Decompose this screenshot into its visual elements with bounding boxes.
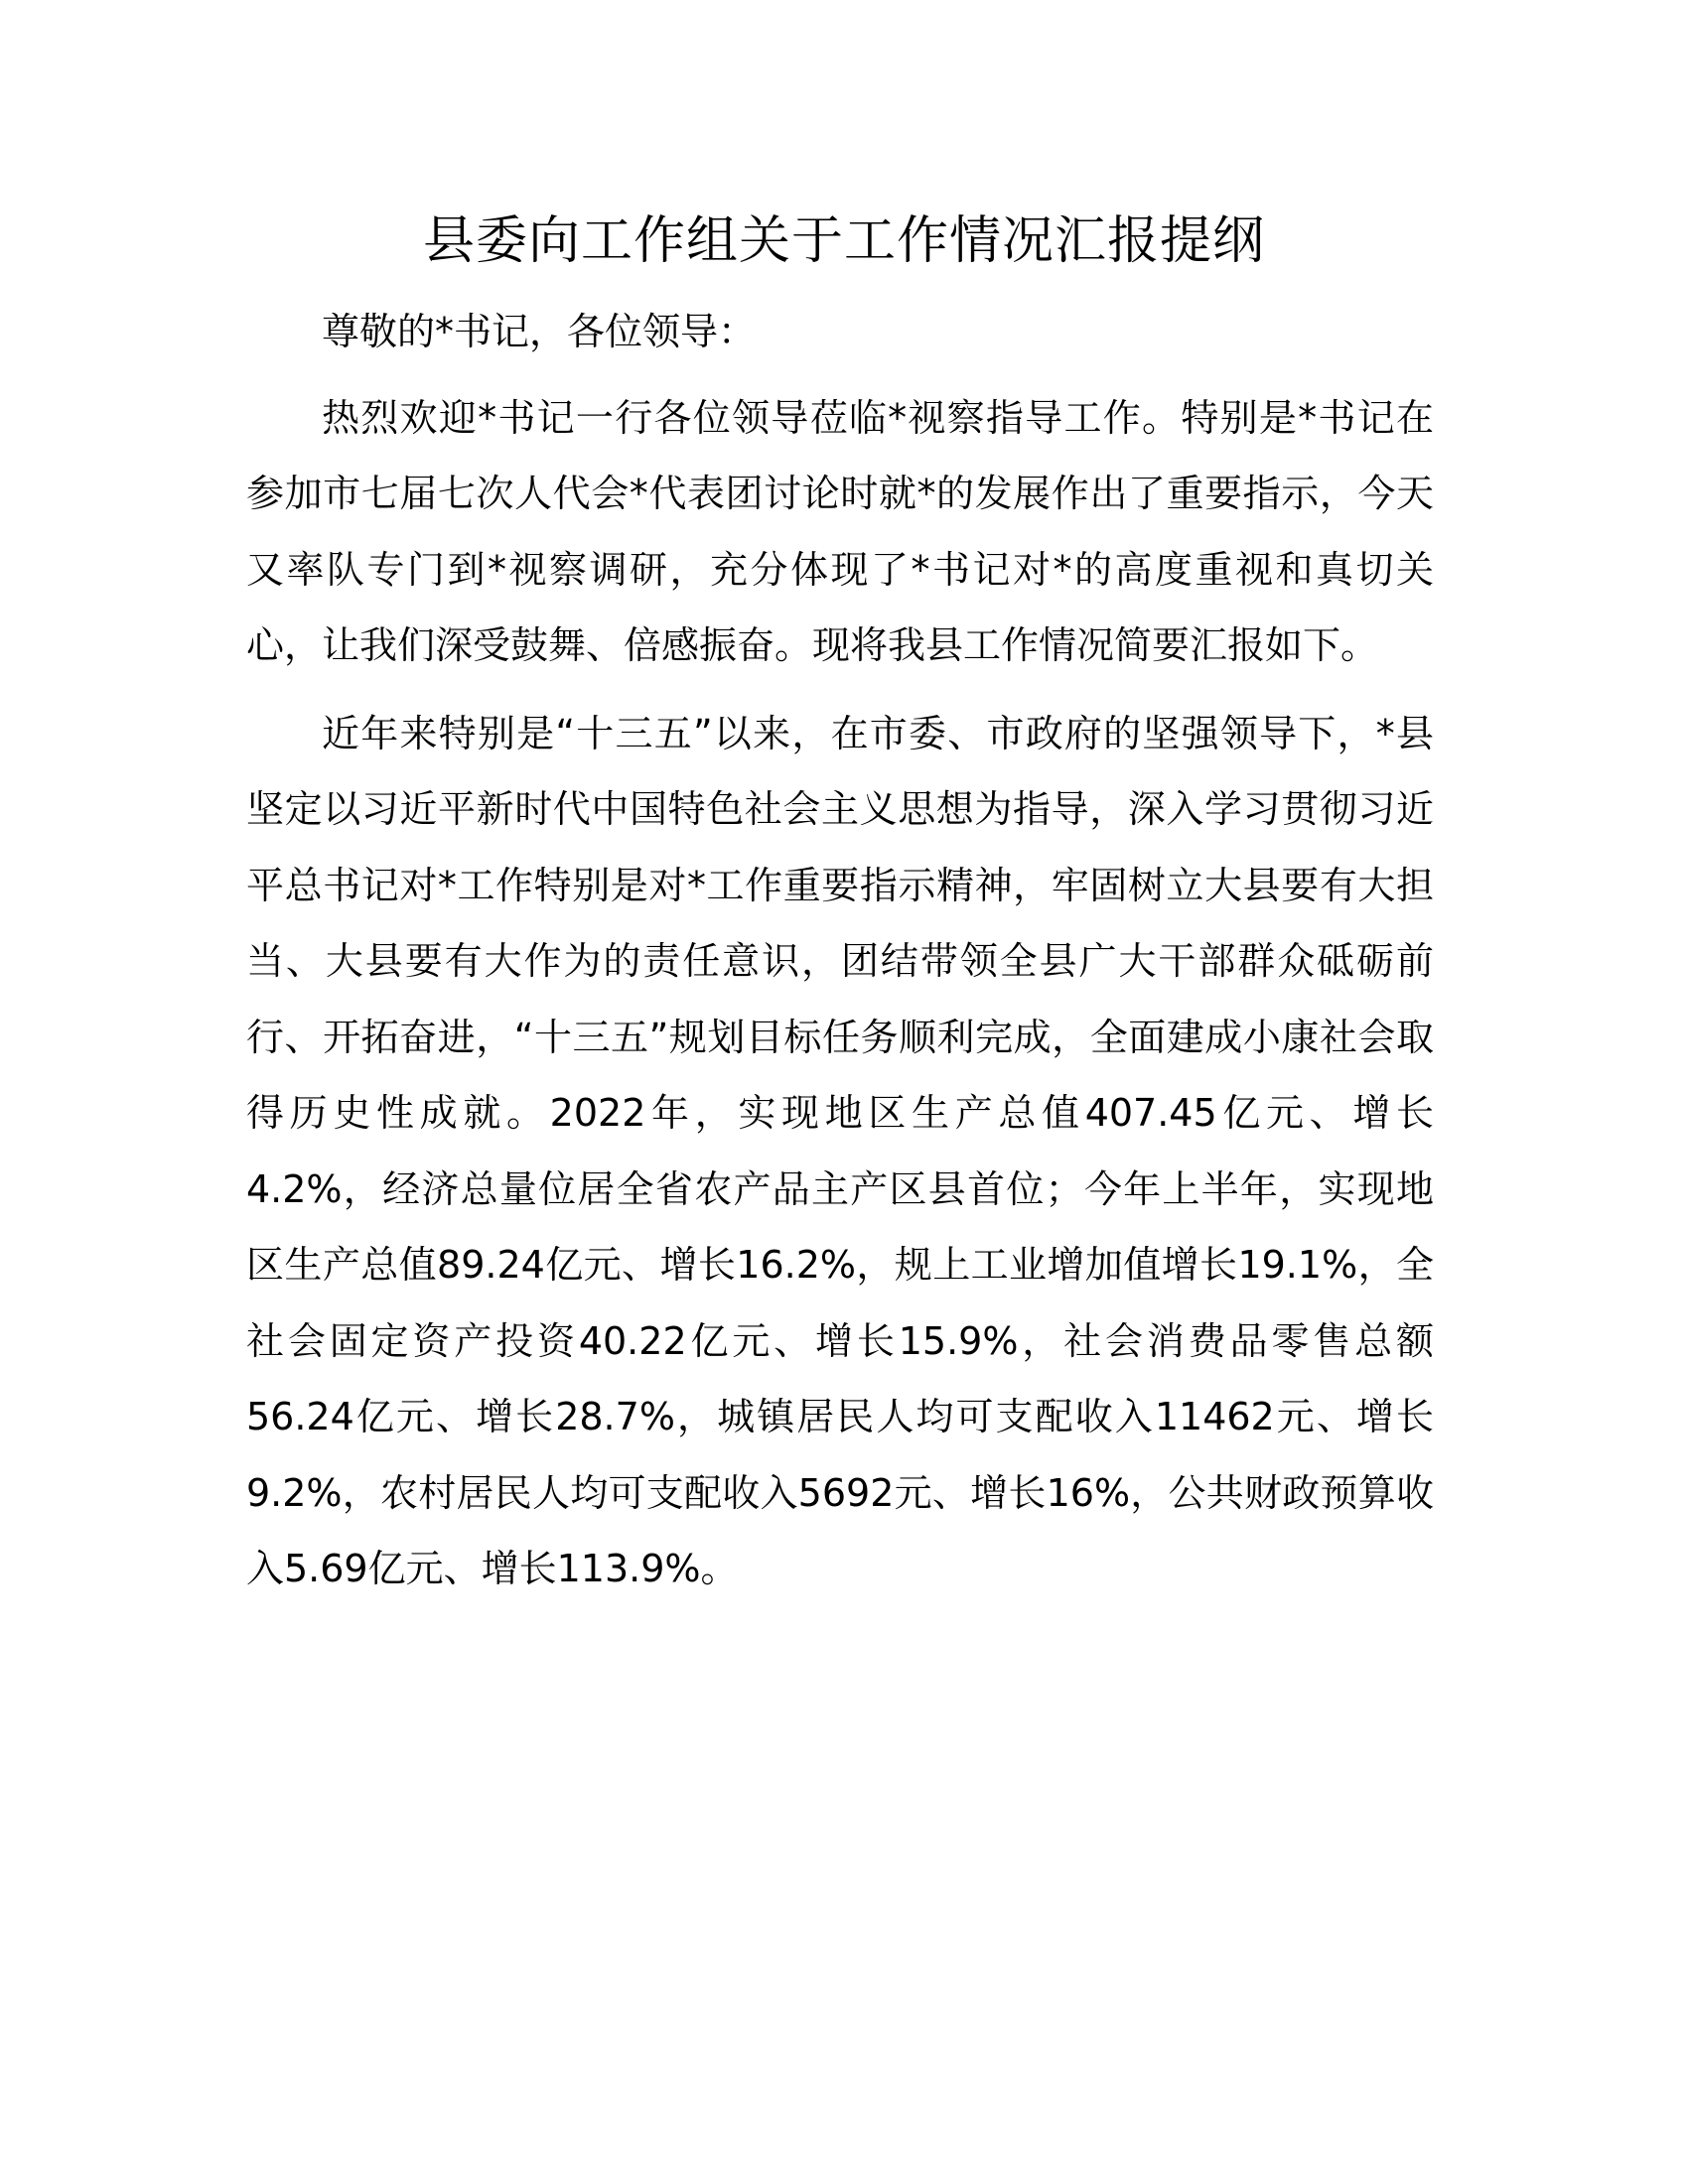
document-body: [246, 294, 1434, 1607]
paragraph-overview: 近年来特别是“十三五”以来，在市委、市政府的坚强领导下，*县坚定以习近平新时代中国特色社会主义思想为指导，深入学习贯彻习近平总书记对*工作特别是对*工作重要指示精神，牢固树立大县要有大担当、大县要有大作为的责任意识，团结带领全县广大干部群众砥砺前行、开拓奋进，“十三五”规划目标任务顺利完成，全面建成小康社会取得历史性成就。2022年，实现地区生产总值407.45亿元、增长4.2%，经济总量位居全省农产品主产区县首位；今年上半年，实现地区生产总值89.24亿元、增长16.2%，规上工业增加值增长19.1%，全社会固定资产投资40.22亿元、增长15.9%，社会消费品零售总额56.24亿元、增长28.7%，城镇居民人均可支配收入11462元、增长9.2%，农村居民人均可支配收入5692元、增长16%，公共财政预算收入5.69亿元、增长113.9%。: [246, 711, 1434, 1590]
paragraph-welcome: 热烈欢迎*书记一行各位领导莅临*视察指导工作。特别是*书记在参加市七届七次人代会*代表团讨论时就*的发展作出了重要指示，今天又率队专门到*视察调研，充分体现了*书记对*的高度重视和真切关心，让我们深受鼓舞、倍感振奋。现将我县工作情况简要汇报如下。: [246, 395, 1434, 667]
document-title: 县委向工作组关于工作情况汇报提纲: [422, 211, 1265, 271]
salutation: 尊敬的*书记，各位领导：: [322, 310, 757, 353]
